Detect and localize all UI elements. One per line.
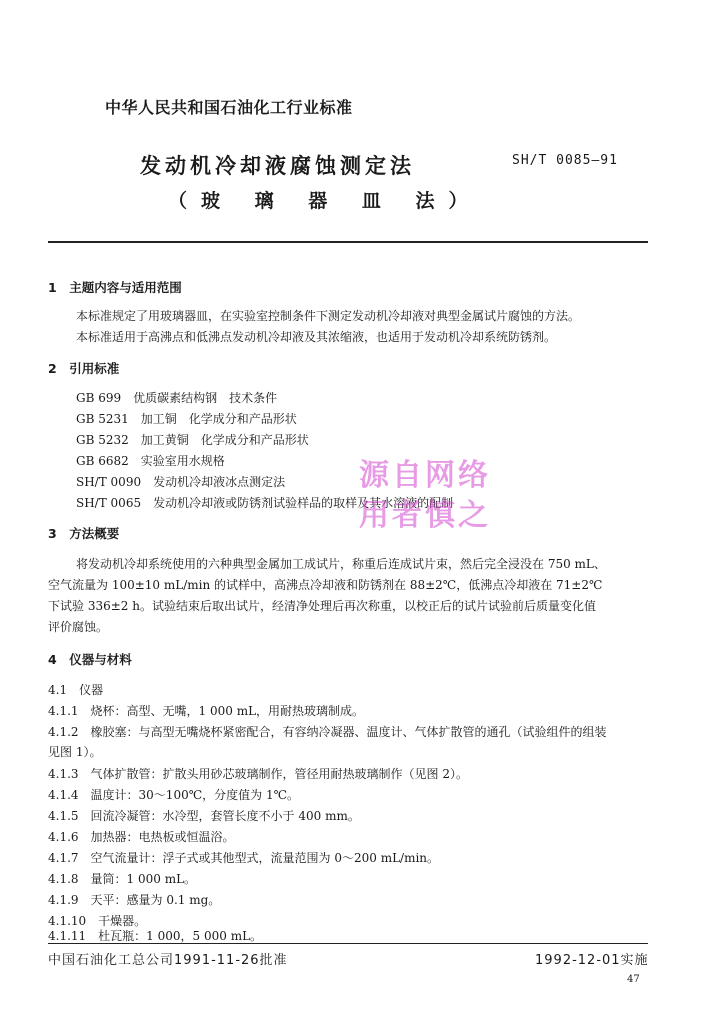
section-3-heading: 3 方法概要 [48,526,120,541]
reference-item: GB 6682 实验室用水规格 [76,454,225,468]
header-rule [48,241,648,243]
section-4-item: 4.1.8 量筒：1 000 mL。 [48,872,197,886]
section-4-item: 4.1.6 加热器：电热板或恒温浴。 [48,830,235,844]
reference-item: GB 5231 加工铜 化学成分和产品形状 [76,412,297,426]
section-4-heading: 4 仪器与材料 [48,652,132,667]
approval-date: 中国石油化工总公司1991-11-26批准 [48,953,288,968]
document-subtitle: （玻 璃 器 皿 法） [168,190,482,212]
section-2-heading: 2 引用标准 [48,361,120,376]
section-1-heading: 1 主题内容与适用范围 [48,280,182,295]
watermark-line-2: 用者慎之 [359,498,491,533]
reference-item: GB 699 优质碳素结构钢 技术条件 [76,391,278,405]
section-4-item: 4.1 仪器 [48,683,104,697]
section-3-line: 空气流量为 100±10 mL/min 的试样中，高沸点冷却液和防锈剂在 88±2℃，低沸点冷却液在 71±2℃ [48,578,603,592]
section-3-line: 评价腐蚀。 [48,620,109,634]
reference-item: SH/T 0065 发动机冷却液或防锈剂试验样品的取样及其水溶液的配制 [76,496,454,510]
footer-rule [48,943,648,944]
section-1-paragraph-2: 本标准适用于高沸点和低沸点发动机冷却液及其浓缩液，也适用于发动机冷却系统防锈剂。 [76,330,557,344]
section-4-item: 4.1.5 回流冷凝管：水冷型，套管长度不小于 400 mm。 [48,809,360,823]
reference-item: GB 5232 加工黄铜 化学成分和产品形状 [76,433,309,447]
section-4-item: 4.1.7 空气流量计：浮子式或其他型式，流量范围为 0～200 mL/min。 [48,851,440,865]
document-title: 发动机冷却液腐蚀测定法 [140,154,415,178]
section-4-item: 4.1.11 杜瓦瓶：1 000，5 000 mL。 [48,929,263,943]
section-4-item: 4.1.9 天平：感量为 0.1 mg。 [48,893,221,907]
standard-code: SH/T 0085—91 [512,153,618,168]
implementation-date: 1992-12-01实施 [535,953,649,968]
section-4-item: 4.1.1 烧杯：高型、无嘴，1 000 mL，用耐热玻璃制成。 [48,704,365,718]
watermark-line-1: 源自网络 [359,458,491,493]
reference-item: SH/T 0090 发动机冷却液冰点测定法 [76,475,286,489]
section-4-item: 4.1.2 橡胶塞：与高型无嘴烧杯紧密配合，有容纳冷凝器、温度计、气体扩散管的通孔（试验组件的组装 [48,725,607,739]
watermark-stamp [344,456,506,546]
section-3-line: 将发动机冷却系统使用的六种典型金属加工成试片，称重后连成试片束，然后完全浸没在 750 mL、 [76,557,606,571]
section-4-item: 4.1.10 干燥器。 [48,914,147,928]
section-1-paragraph-1: 本标准规定了用玻璃器皿，在实验室控制条件下测定发动机冷却液对典型金属试片腐蚀的方法。 [76,309,581,323]
section-4-item: 4.1.3 气体扩散管：扩散头用砂芯玻璃制作，管径用耐热玻璃制作（见图 2）。 [48,767,468,781]
section-4-item: 4.1.4 温度计：30～100℃，分度值为 1℃。 [48,788,300,802]
page-number: 47 [627,974,640,985]
standard-type: 中华人民共和国石油化工行业标准 [105,98,353,117]
section-3-line: 下试验 336±2 h。试验结束后取出试片，经清净处理后再次称重，以校正后的试片试验前后质量变化值 [48,599,596,613]
section-4-item: 见图 1）。 [48,745,102,759]
